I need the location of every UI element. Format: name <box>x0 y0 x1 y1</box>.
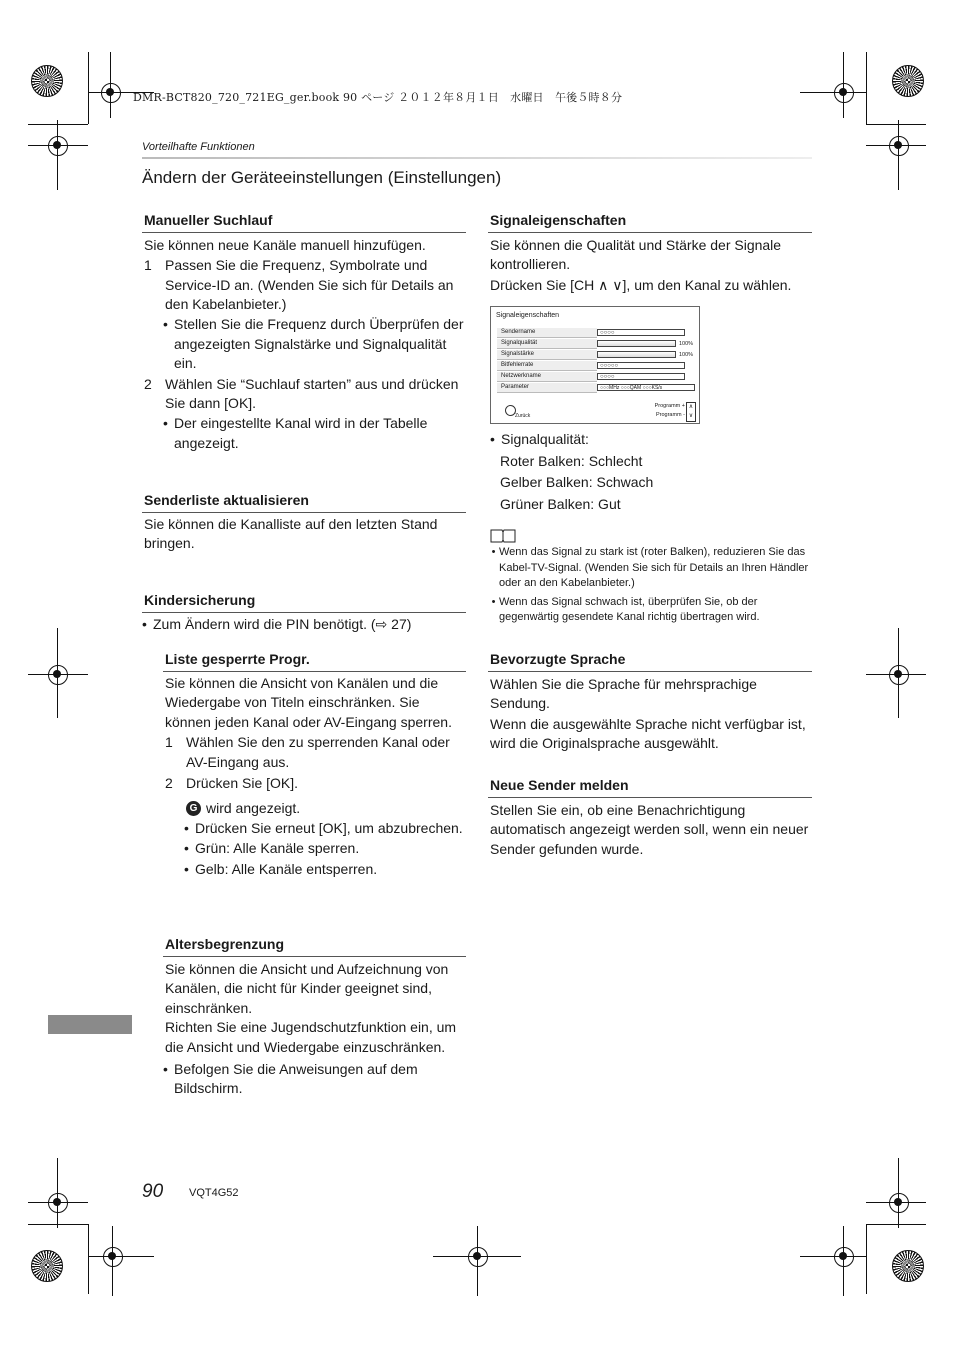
language-text-1: Wählen Sie die Sprache für mehrsprachige Sendung. <box>490 675 757 712</box>
lock-g-icon: G <box>186 801 201 816</box>
list-item: 2 Drücken Sie [OK]. <box>165 774 299 791</box>
program-minus-label: Programm - <box>655 412 685 418</box>
signal-heading: Signaleigenschaften <box>488 210 812 233</box>
document-code: VQT4G52 <box>189 1187 239 1199</box>
list-item: • Wenn das Signal zu stark ist (roter Balken), reduzieren Sie das Kabel-TV-Signal. (Wenden Sie sich für Details an Ihren Händler oder an den Kabelanbieter.) <box>491 546 809 590</box>
screen-row: Bitfehlerrate ○○○○○ <box>497 361 695 371</box>
age-text-1: Sie können die Ansicht und Aufzeichnung von Kanälen, die nicht für Kinder geeignet sind, einschränken. <box>165 960 449 1016</box>
page-number: 90 <box>142 1181 164 1202</box>
yellow-bar-text: Gelber Balken: Schwach <box>500 474 654 491</box>
list-item: • Zum Ändern wird die PIN benötigt. (⇨ 27) <box>142 615 412 632</box>
list-item: 2 Wählen Sie “Suchlauf starten” aus und drücken Sie dann [OK]. <box>144 375 459 412</box>
program-plus-label: Programm + <box>654 403 685 409</box>
update-list-heading: Senderliste aktualisieren <box>142 490 466 513</box>
list-item: • Gelb: Alle Kanäle entsperren. <box>184 860 378 877</box>
list-item: • Der eingestellte Kanal wird in der Tabelle angezeigt. <box>163 414 428 451</box>
age-text-2: Richten Sie eine Jugendschutzfunktion ein, um die Ansicht und Wiedergabe einzuschränken. <box>165 1019 457 1055</box>
back-label: Zurück <box>515 413 531 419</box>
new-station-section <box>488 775 812 859</box>
red-bar-text: Roter Balken: Schlecht <box>500 452 643 469</box>
screen-title: Signaleigenschaften <box>496 312 560 319</box>
screen-row: Signalstärke 100% <box>497 350 695 360</box>
left-column <box>142 210 466 453</box>
list-item: 1 Wählen Sie den zu sperrenden Kanal oder AV-Eingang aus. <box>165 734 450 770</box>
language-heading: Bevorzugte Sprache <box>488 649 812 672</box>
registration-rosette-bottom-right <box>892 1250 924 1282</box>
locked-text: Sie können die Ansicht von Kanälen und die Wiedergabe von Titeln einschränken. Sie können jeden Kanal oder AV-Eingang sperren. <box>165 674 452 730</box>
locked-section <box>163 649 466 880</box>
screen-row: Signalqualität 100% <box>497 339 695 349</box>
list-item: 1 Passen Sie die Frequenz, Symbolrate und Service-ID an. (Wenden Sie sich für Details an den Kabelanbieter.) <box>144 257 454 313</box>
screen-row: Netzwerkname ○○○○ <box>497 372 695 382</box>
green-bar-text: Grüner Balken: Gut <box>500 495 621 512</box>
manual-search-intro: Sie können neue Kanäle manuell hinzufügen. <box>144 236 426 253</box>
list-item: • Stellen Sie die Frequenz durch Überprüfen der angezeigten Signalstärke und Signalqualität ein. <box>163 315 464 372</box>
screen-row: Parameter ○○○MHz ○○○QAM ○○○KS/s <box>497 383 695 393</box>
signal-notes <box>488 545 812 626</box>
signal-screen <box>490 306 700 424</box>
print-info: DMR-BCT820_720_721EG_ger.book 90 ページ ２０１２年８月１日 水曜日 午後５時８分 <box>133 91 623 104</box>
registration-rosette-top-left <box>31 65 63 97</box>
channel-updown-icon: ∧ ∨ <box>686 402 696 422</box>
age-heading: Altersbegrenzung <box>163 934 466 957</box>
signal-legend <box>488 430 812 514</box>
registration-rosette-top-right <box>892 65 924 97</box>
signal-text: Sie können die Qualität und Stärke der Signale kontrollieren. <box>490 236 782 273</box>
update-list-text: Sie können die Kanalliste auf den letzten Stand bringen. <box>144 515 438 552</box>
locked-heading: Liste gesperrte Progr. <box>163 649 466 672</box>
manual-search-heading: Manueller Suchlauf <box>142 210 466 233</box>
parental-heading: Kindersicherung <box>142 590 466 613</box>
list-item: • Drücken Sie erneut [OK], um abzubrechen. <box>184 819 463 836</box>
note-book-icon <box>490 529 516 543</box>
header-rule <box>142 157 812 159</box>
list-item: • Grün: Alle Kanäle sperren. <box>184 840 360 857</box>
parental-section <box>142 590 466 634</box>
update-list-section <box>142 490 466 554</box>
page-heading: Ändern der Geräteeinstellungen (Einstellungen) <box>142 168 502 187</box>
list-item: • Befolgen Sie die Anweisungen auf dem Bildschirm. <box>163 1060 418 1097</box>
signal-press: Drücken Sie [CH ∧ ∨], um den Kanal zu wählen. <box>490 276 792 293</box>
screen-row: Sendername ○○○○ <box>497 328 695 338</box>
new-station-heading: Neue Sender melden <box>488 775 812 798</box>
language-section <box>488 649 812 754</box>
list-item: • Signalqualität: <box>490 431 589 447</box>
list-item: • Wenn das Signal schwach ist, überprüfen Sie, ob der gegenwärtig gesendete Kanal richtig übertragen wird. <box>491 595 760 624</box>
new-station-text: Stellen Sie ein, ob eine Benachrichtigung automatisch angezeigt werden soll, wenn ein neuer Sender gefunden wurde. <box>490 801 809 857</box>
registration-rosette-bottom-left <box>31 1250 63 1282</box>
lock-indicator-line: G wird angezeigt. <box>186 799 466 819</box>
language-text-2: Wenn die ausgewählte Sprache nicht verfügbar ist, wird die Originalsprache ausgewählt. <box>490 715 806 752</box>
age-section <box>163 934 466 1099</box>
signal-section <box>488 210 812 295</box>
section-title: Vorteilhafte Funktionen <box>142 141 255 153</box>
side-tab-bar <box>48 1015 132 1034</box>
